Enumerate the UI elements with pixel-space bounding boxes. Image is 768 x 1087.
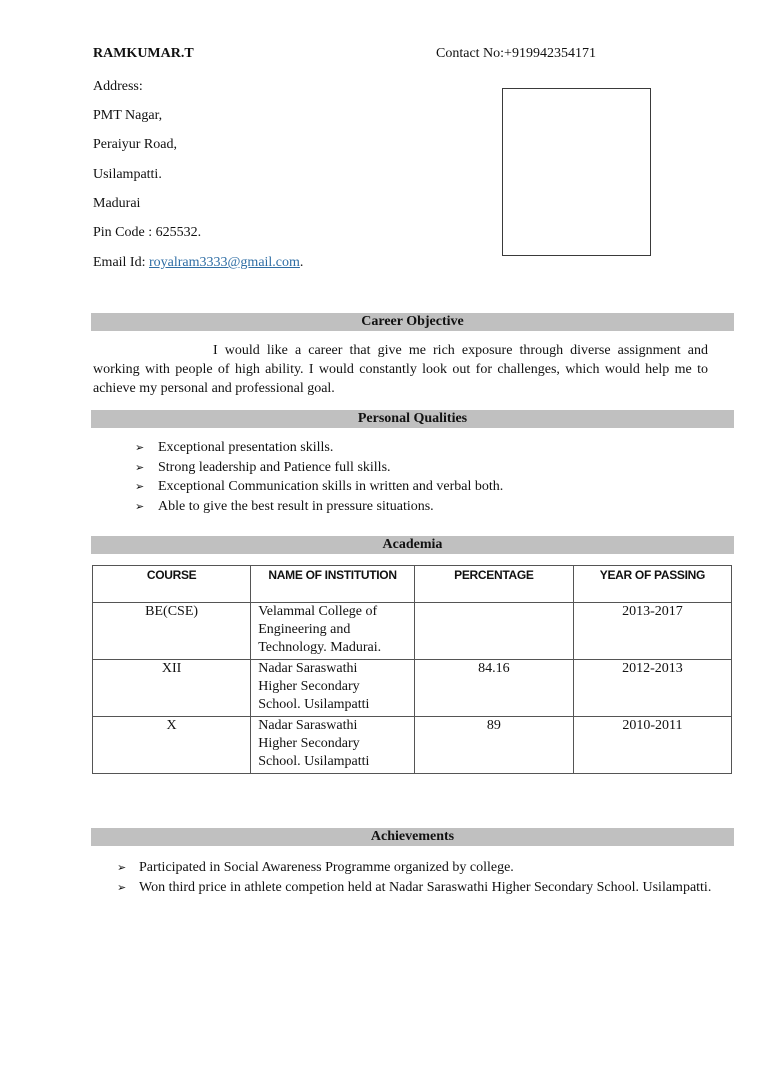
year-cell: 2012-2013	[573, 660, 731, 717]
arrow-bullet-icon: ➢	[135, 499, 145, 513]
percentage-cell	[414, 603, 573, 660]
course-cell: XII	[93, 660, 251, 717]
arrow-bullet-icon: ➢	[135, 441, 145, 454]
list-item-text: Participated in Social Awareness Programme organized by college.	[139, 860, 514, 875]
institution-line: Nadar Saraswathi	[258, 661, 358, 676]
email-label: Email Id:	[93, 255, 149, 270]
arrow-bullet-icon: ➢	[117, 880, 127, 894]
list-item-text: Strong leadership and Patience full skills.	[158, 459, 391, 475]
table-header-row	[93, 566, 732, 603]
list-item-text: Won third price in athlete competion held at Nadar Saraswathi Higher Secondary School. Usilampatti.	[139, 879, 712, 895]
percentage-cell: 84.16	[414, 660, 573, 717]
list-item	[135, 438, 695, 458]
institution-cell	[251, 660, 415, 717]
address-line-2: Peraiyur Road,	[93, 137, 177, 152]
address-line-1: PMT Nagar,	[93, 108, 163, 123]
table-row	[93, 717, 732, 774]
address-line-4: Madurai	[93, 196, 141, 211]
table-row	[93, 660, 732, 717]
achievements-list	[117, 858, 717, 897]
list-item	[135, 477, 695, 497]
address-line-3: Usilampatti.	[93, 167, 162, 182]
institution-line: Velammal College of	[258, 604, 378, 619]
list-item-text: Exceptional presentation skills.	[158, 440, 334, 455]
institution-line: Technology. Madurai.	[258, 640, 382, 655]
list-item-text: Exceptional Communication skills in written and verbal both.	[158, 479, 504, 494]
course-cell: BE(CSE)	[93, 603, 251, 660]
list-item	[117, 878, 717, 898]
institution-line: Nadar Saraswathi	[258, 718, 358, 733]
arrow-bullet-icon: ➢	[117, 861, 127, 874]
section-header-career-objective: Career Objective	[91, 313, 734, 331]
column-header-institution: NAME OF INSTITUTION	[251, 566, 415, 603]
personal-qualities-list	[135, 438, 695, 516]
arrow-bullet-icon: ➢	[135, 480, 145, 493]
institution-cell	[251, 717, 415, 774]
email-link[interactable]: royalram3333@gmail.com	[149, 255, 300, 270]
email-suffix: .	[299, 255, 304, 270]
email-line	[93, 254, 303, 272]
list-item	[117, 858, 717, 878]
section-header-academia: Academia	[91, 536, 734, 554]
column-header-year: YEAR OF PASSING	[573, 566, 731, 603]
address-label: Address:	[93, 79, 143, 94]
institution-line: Engineering and	[258, 622, 351, 637]
column-header-percentage: PERCENTAGE	[414, 566, 573, 603]
percentage-cell: 89	[414, 717, 573, 774]
pin-code: Pin Code : 625532.	[93, 225, 202, 240]
year-cell: 2013-2017	[573, 603, 731, 660]
year-cell: 2010-2011	[573, 717, 731, 774]
table-row	[93, 603, 732, 660]
institution-line: Higher Secondary	[258, 736, 360, 751]
column-header-course: COURSE	[93, 566, 251, 603]
list-item-text: Able to give the best result in pressure situations.	[158, 498, 434, 514]
candidate-name: RAMKUMAR.T	[93, 46, 194, 61]
career-objective-text: I would like a career that give me rich exposure through diverse assignment and working with people of high ability. I would constantly look out for challenges, which would help me to achieve my personal and professional goal.	[93, 343, 708, 396]
academia-table	[92, 565, 732, 774]
section-header-personal-qualities: Personal Qualities	[91, 410, 734, 428]
list-item	[135, 497, 695, 517]
course-cell: X	[93, 717, 251, 774]
section-header-achievements: Achievements	[91, 828, 734, 846]
institution-cell	[251, 603, 415, 660]
contact-number: Contact No:+919942354171	[436, 46, 596, 61]
photo-placeholder	[502, 88, 651, 256]
institution-line: School. Usilampatti	[258, 697, 370, 712]
institution-line: Higher Secondary	[258, 679, 360, 694]
institution-line: School. Usilampatti	[258, 754, 370, 769]
arrow-bullet-icon: ➢	[135, 460, 145, 474]
list-item	[135, 458, 695, 478]
